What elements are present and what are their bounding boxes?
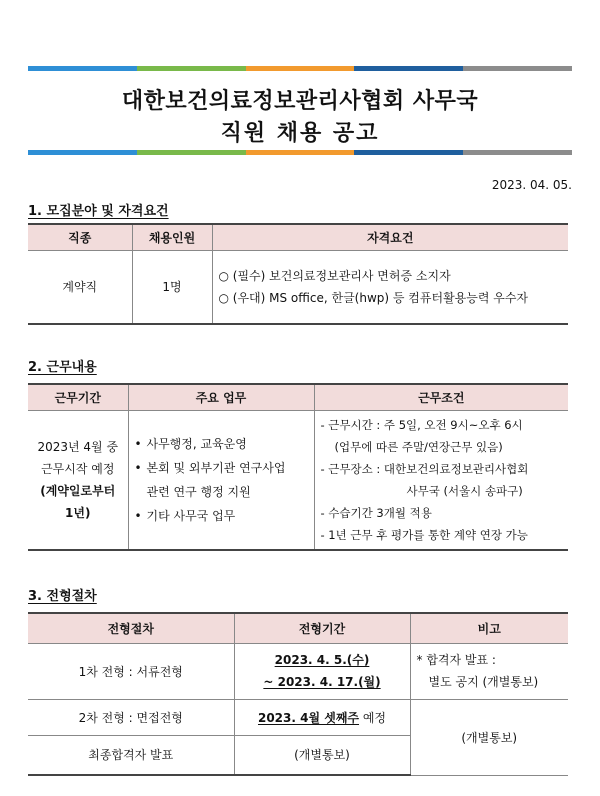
condition-line: - 근무시간 : 주 5일, 오전 9시~오후 6시	[320, 417, 523, 432]
list-item	[135, 504, 308, 528]
note-line: * 합격자 발표 :	[416, 653, 496, 667]
color-segment-blue	[28, 150, 137, 155]
note-line: 별도 공지 (개별통보)	[428, 675, 539, 689]
color-segment-gray	[463, 66, 572, 71]
color-segment-green	[137, 150, 246, 155]
color-segment-gray	[463, 150, 572, 155]
cell-step-period	[234, 699, 410, 735]
list-item	[135, 432, 308, 456]
header-requirements: 자격요건	[212, 224, 568, 250]
cell-step: 최종합격자 발표	[28, 735, 234, 775]
condition-line: 사무국 (서울시 송파구)	[406, 483, 523, 498]
period-line: 1년)	[65, 505, 91, 520]
bullet-icon: •	[134, 508, 142, 523]
table-row	[28, 410, 568, 550]
selection-table	[28, 612, 568, 776]
header-step: 전형절차	[28, 613, 234, 643]
table-header-row	[28, 613, 568, 643]
table-row	[28, 643, 568, 699]
header-period: 근무기간	[28, 384, 128, 410]
cell-step-period: (개별통보)	[234, 735, 410, 775]
table-row	[28, 699, 568, 735]
list-item	[135, 480, 308, 504]
period-end: ~ 2023. 4. 17.(월)	[263, 675, 381, 689]
period-start: 2023. 4. 5.(수)	[274, 653, 370, 667]
page-title-notice: 직원 채용 공고	[220, 121, 380, 146]
cell-step: 1차 전형 : 서류전형	[28, 643, 234, 699]
period-line: (계약일로부터	[40, 483, 116, 498]
header-job: 직종	[28, 224, 132, 250]
color-segment-orange	[246, 66, 355, 71]
table-header-row	[28, 384, 568, 410]
cell-note	[410, 643, 568, 699]
work-table	[28, 383, 568, 551]
color-segment-blue	[28, 66, 137, 71]
header-count: 채용인원	[132, 224, 212, 250]
cell-step-period	[234, 643, 410, 699]
condition-line: - 근무장소 : 대한보건의료정보관리사협회	[320, 461, 529, 476]
section-title-selection: 3. 전형절차	[28, 589, 97, 604]
color-segment-navy	[354, 66, 463, 71]
color-segment-navy	[354, 150, 463, 155]
period-week: 2023. 4월 셋째주	[257, 710, 360, 725]
duty-text: 관련 연구 행정 지원	[146, 484, 251, 499]
header-duties: 주요 업무	[128, 384, 314, 410]
table-header-row	[28, 224, 568, 250]
condition-line: - 수습기간 3개월 적용	[320, 505, 432, 520]
cell-period	[28, 410, 128, 550]
cell-job: 계약직	[28, 250, 132, 324]
recruitment-table	[28, 223, 568, 325]
cell-step: 2차 전형 : 면접전형	[28, 699, 234, 735]
cell-requirements	[212, 250, 568, 324]
header-conditions: 근무조건	[314, 384, 568, 410]
condition-line: - 1년 근무 후 평가를 통한 계약 연장 가능	[320, 527, 528, 542]
cell-note: (개별통보)	[410, 699, 568, 775]
bullet-icon: •	[134, 460, 142, 475]
section-title-recruitment: 1. 모집분야 및 자격요건	[28, 204, 169, 219]
color-segment-orange	[246, 150, 355, 155]
duty-text: 기타 사무국 업무	[146, 508, 236, 523]
condition-line: (업무에 따른 주말/연장근무 있음)	[334, 439, 503, 454]
section-title-work: 2. 근무내용	[28, 360, 97, 375]
list-item	[135, 456, 308, 480]
requirement-required: ○ (필수) 보건의료정보관리사 면허증 소지자	[218, 268, 451, 283]
cell-conditions	[314, 410, 568, 550]
cell-duties	[128, 410, 314, 550]
bullet-icon: •	[134, 436, 142, 451]
header-color-bar-top	[28, 66, 572, 71]
cell-count: 1명	[132, 250, 212, 324]
header-step-period: 전형기간	[234, 613, 410, 643]
document-date: 2023. 04. 05.	[491, 178, 572, 192]
page-title-organization: 대한보건의료정보관리사협회 사무국	[121, 89, 479, 114]
period-line: 2023년 4월 중	[37, 439, 119, 454]
duty-text: 사무행정, 교육운영	[146, 436, 247, 451]
period-line: 근무시작 예정	[41, 461, 115, 476]
header-note: 비고	[410, 613, 568, 643]
period-suffix: 예정	[359, 710, 387, 725]
table-row	[28, 250, 568, 324]
color-segment-green	[137, 66, 246, 71]
requirement-preferred: ○ (우대) MS office, 한글(hwp) 등 컴퓨터활용능력 우수자	[218, 290, 529, 305]
duty-text: 본회 및 외부기관 연구사업	[146, 460, 286, 475]
header-color-bar-bottom	[28, 150, 572, 155]
